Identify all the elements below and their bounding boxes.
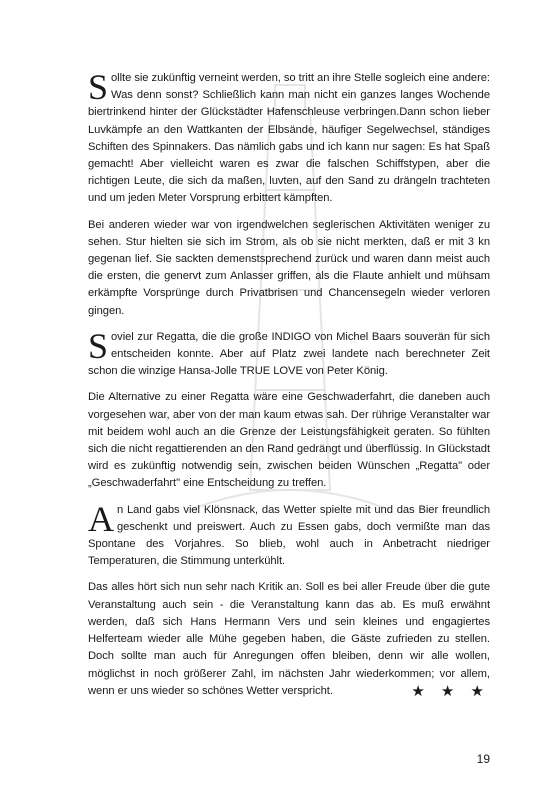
paragraph-5	[88, 498, 490, 571]
page-number: 19	[476, 752, 490, 766]
paragraph-1	[88, 67, 490, 208]
paragraph-text: n Land gabs viel Klönsnack, das Wetter spielte mit und das Bier freundlich geschenkt und preiswert. Auch zu Essen gabs, doch vermißte man das Spontane des Vorjahres. So blieb, wohl auch in Anbetracht niedriger Temperaturen, die Stimmung unterkühlt.	[88, 503, 490, 568]
paragraph-text: Das alles hört sich nun sehr nach Kritik an. Soll es bei aller Freude über die gute Veranstaltung auch sein - die Veranstaltung kann das ab. Es muß erwähnt werden, daß sich Hans Hermann Vers und sein kleines und engagiertes Helferteam wieder alle Mühe gegeben haben, die Gäste zufrieden zu stellen. Doch sollte man auch für Anregungen offen bleiben, denn wir alle wollen, möglichst in noch größerer Zahl, im nächsten Jahr wiederkommen; vor allem, wenn er uns wieder so schönes Wetter verspricht.	[88, 581, 490, 697]
paragraph-3	[88, 325, 490, 381]
drop-cap: A	[88, 498, 114, 539]
end-mark-stars: ★ ★ ★	[411, 682, 490, 700]
article-body	[88, 67, 490, 709]
paragraph-text: oviel zur Regatta, die die große INDIGO von Michel Baars souverän für sich entscheiden konnte. Aber auf Platz zwei landete nach berechneter Zeit schon die winzige Hansa-Jolle TRUE LOVE von Peter König.	[88, 330, 490, 378]
drop-cap: S	[88, 325, 108, 366]
drop-cap: S	[88, 67, 108, 107]
paragraph-4	[88, 389, 490, 492]
paragraph-6	[88, 579, 490, 699]
paragraph-text: ollte sie zukünftig verneint werden, so tritt an ihre Stelle sogleich eine andere: Was denn sonst? Schließlich kann man nicht ein ganzes langes Wochende biertrinkend hinter der Glückstädter Hafenschleuse verbringen.Dann schon lieber Luvkämpfe an den Wattkanten der Elbsände, häufiger Segelwechsel, ständiges Schiften des Spinnakers. Das nämlich gabs und ich kann nur sagen: Es hat Spaß gemacht! Aber vielleicht waren es zwar die falschen Schiffstypen, aber die richtigen Leute, die sich da maßen, luvten, auf den Sand zu drängeln trachteten und um jeden Meter Vorsprung erbittert kämpften.	[88, 72, 490, 205]
paragraph-text: Die Alternative zu einer Regatta wäre eine Geschwaderfahrt, die daneben auch vorgesehen war, aber von der man kaum etwas sah. Der rührige Veranstalter war mit beidem wohl auch an die Grenze der Leistungsfähigkeit geraten. So fühlten sich die nicht regattierenden an den Rand gedrängt und überflüssig. In Glückstadt wird es zukünftig notwendig sein, zwischen beiden Wünschen „Regatta" oder „Geschwaderfahrt" eine Entscheidung zu treffen.	[88, 391, 490, 490]
paragraph-text: Bei anderen wieder war von irgendwelchen seglerischen Aktivitäten weniger zu sehen. Stur hielten sie sich im Strom, als ob sie nicht merkten, daß er mit 3 kn gegenan lief. Sie sackten demenstsprechend zurück und waren dann meist auch die ersten, die genervt zum Anlasser griffen, als die Flaute anhielt und mühsam erkämpfte Vorsprünge durch Privatbrisen und Chancensegeln wieder verloren gingen.	[88, 218, 490, 317]
paragraph-2	[88, 217, 490, 320]
